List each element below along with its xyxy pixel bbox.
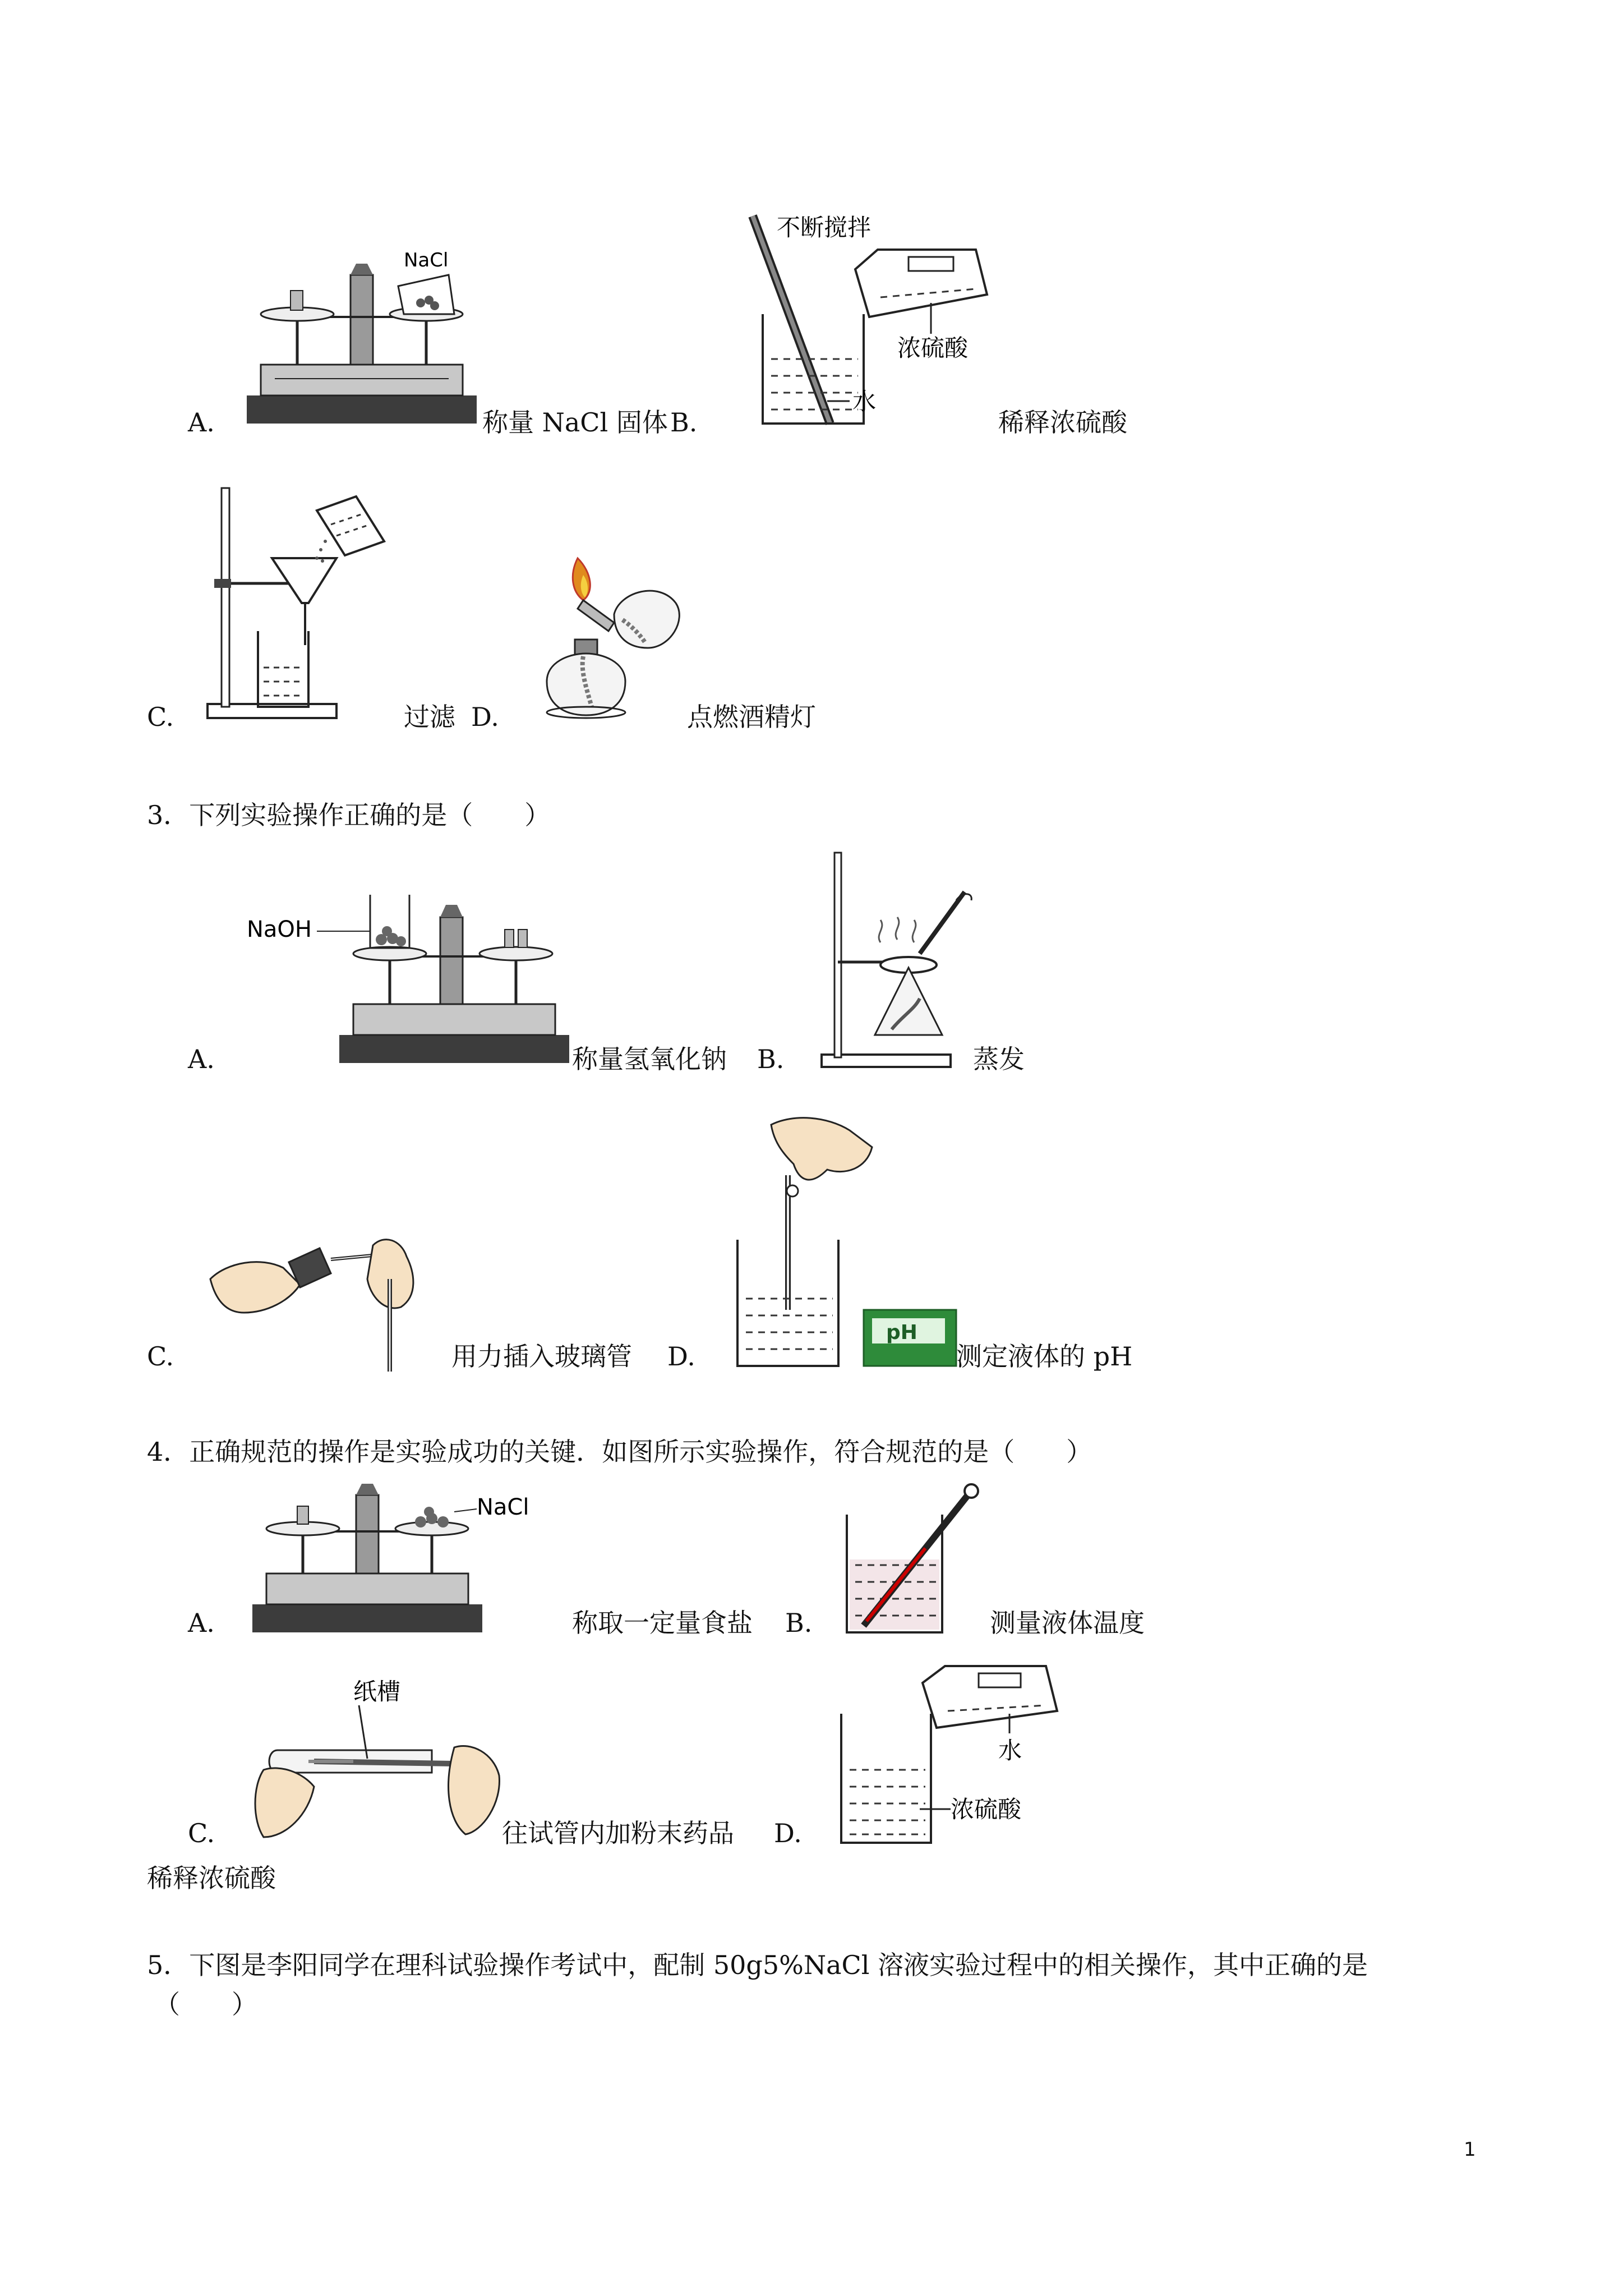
q3-option-a-letter: A. bbox=[188, 1044, 215, 1074]
q4-option-d-caption: 稀释浓硫酸 bbox=[147, 1863, 276, 1893]
q4-d-water-label: 水 bbox=[998, 1737, 1022, 1764]
q5-stem-line2: （ ） bbox=[154, 1989, 257, 2019]
q4-option-c-letter: C. bbox=[188, 1818, 215, 1848]
q2-option-d-letter: D. bbox=[471, 702, 499, 732]
q3-option-d-caption: 测定液体的 pH bbox=[956, 1341, 1133, 1372]
q4-option-c-caption: 往试管内加粉末药品 bbox=[502, 1818, 734, 1848]
q5-stem-line1: 5．下图是李阳同学在理科试验操作考试中，配制 50g5%NaCl 溶液实验过程中的相关操作，其中正确的是 bbox=[147, 1950, 1368, 1980]
balance-nacl-figure bbox=[241, 241, 482, 429]
q3-option-d-letter: D. bbox=[667, 1341, 695, 1372]
q3-option-b-letter: B. bbox=[757, 1044, 785, 1074]
q3-option-b-caption: 蒸发 bbox=[973, 1044, 1025, 1074]
q4-option-b-letter: B. bbox=[785, 1608, 813, 1638]
q2-option-d-caption: 点燃酒精灯 bbox=[687, 702, 816, 732]
q4-option-a-caption: 称取一定量食盐 bbox=[572, 1608, 753, 1638]
q3-option-c-caption: 用力插入玻璃管 bbox=[451, 1341, 632, 1372]
page-number: 1 bbox=[1464, 2138, 1476, 2161]
dilute-acid-stirring-figure bbox=[729, 208, 1009, 432]
q2-option-b-caption: 稀释浓硫酸 bbox=[998, 407, 1127, 438]
insert-glass-tube-figure bbox=[205, 1195, 457, 1374]
q3-a-naoh-label: NaOH bbox=[247, 917, 312, 942]
q2-b-stir-label: 不断搅拌 bbox=[777, 214, 872, 241]
evaporation-figure bbox=[819, 847, 981, 1071]
q2-option-a-letter: A. bbox=[188, 407, 215, 438]
q4-option-a-letter: A. bbox=[188, 1608, 215, 1638]
q3-stem: 3．下列实验操作正确的是（ ） bbox=[147, 800, 551, 830]
dilute-acid-wrong-figure bbox=[836, 1658, 1071, 1848]
q2-option-c-caption: 过滤 bbox=[404, 702, 455, 732]
q2-b-acid-label: 浓硫酸 bbox=[897, 334, 969, 362]
q4-option-b-caption: 测量液体温度 bbox=[990, 1608, 1145, 1638]
add-powder-to-test-tube-figure bbox=[247, 1674, 510, 1843]
measure-temperature-figure bbox=[841, 1481, 987, 1638]
q2-option-b-letter: B. bbox=[670, 407, 698, 438]
measure-ph-figure bbox=[726, 1108, 962, 1372]
q4-c-paper-trough-label: 纸槽 bbox=[353, 1678, 401, 1705]
q4-d-acid-label: 浓硫酸 bbox=[951, 1796, 1022, 1823]
q2-a-nacl-label: NaCl bbox=[404, 249, 449, 272]
q4-a-nacl-label: NaCl bbox=[477, 1494, 529, 1520]
q3-option-c-letter: C. bbox=[147, 1341, 174, 1372]
q2-option-c-letter: C. bbox=[147, 702, 174, 732]
balance-nacl-weigh-figure bbox=[241, 1478, 533, 1635]
alcohol-lamp-lighting-figure bbox=[530, 541, 693, 726]
q3-option-a-caption: 称量氢氧化钠 bbox=[572, 1044, 727, 1074]
filtration-figure bbox=[202, 477, 415, 724]
q2-b-water-label: 水 bbox=[852, 388, 877, 415]
balance-naoh-figure bbox=[247, 884, 578, 1069]
q4-stem: 4．正确规范的操作是实验成功的关键．如图所示实验操作，符合规范的是（ ） bbox=[147, 1437, 1092, 1467]
q4-option-d-letter: D. bbox=[774, 1818, 802, 1848]
q2-option-a-caption: 称量 NaCl 固体 bbox=[482, 407, 668, 438]
q3-d-ph-box-label: pH bbox=[886, 1321, 917, 1344]
